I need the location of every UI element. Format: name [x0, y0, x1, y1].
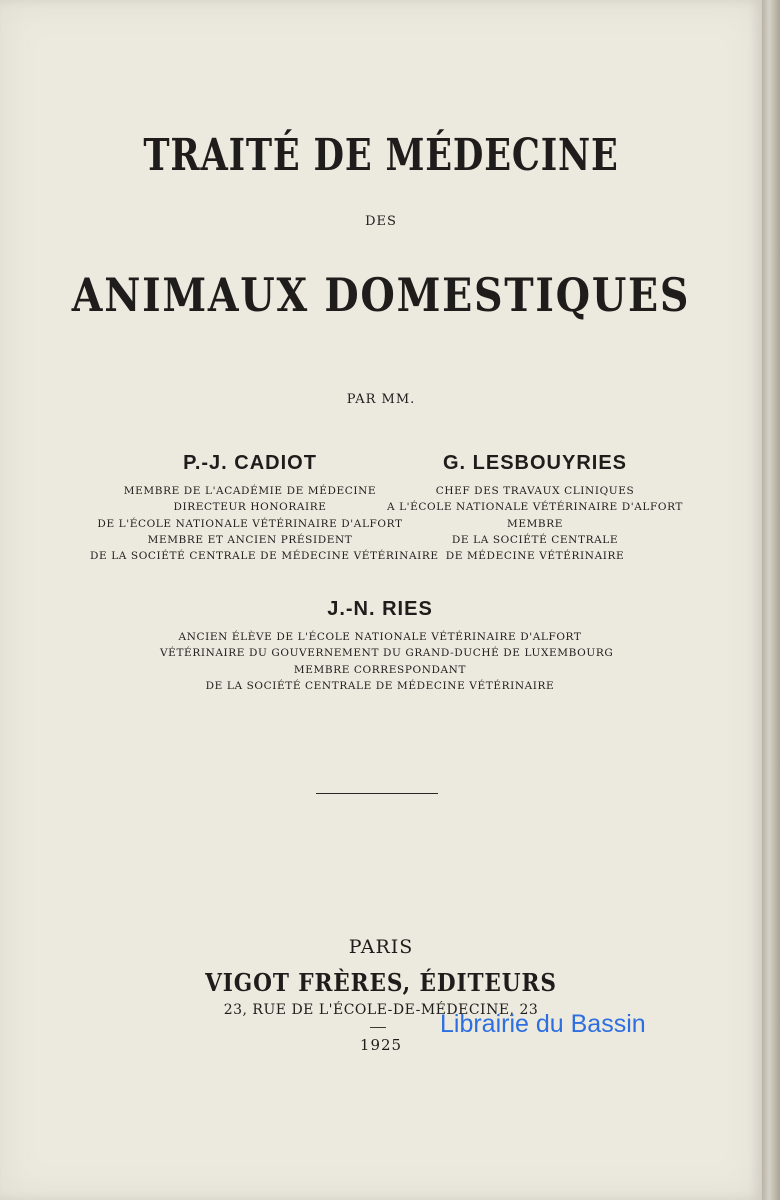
author-credential: A L'ÉCOLE NATIONALE VÉTÉRINAIRE D'ALFORT	[386, 501, 684, 514]
watermark: Librairie du Bassin	[440, 1010, 646, 1038]
author-credential: DIRECTEUR HONORAIRE	[173, 501, 327, 514]
author-ries	[160, 598, 614, 694]
author-lesbouyries	[380, 452, 690, 564]
year-dash	[370, 1027, 386, 1028]
author-cadiot	[90, 452, 439, 564]
divider-rule	[316, 793, 438, 794]
author-name: G. LESBOUYRIES	[442, 452, 628, 474]
author-credential: DE L'ÉCOLE NATIONALE VÉTÉRINAIRE D'ALFORT	[97, 517, 403, 530]
author-credential: VÉTÉRINAIRE DU GOUVERNEMENT DU GRAND-DUCHÉ DE LUXEMBOURG	[160, 647, 614, 660]
title-line-2: ANIMAUX DOMESTIQUES	[71, 268, 691, 322]
author-credential: DE MÉDECINE VÉTÉRINAIRE	[445, 550, 625, 563]
author-credential: DE LA SOCIÉTÉ CENTRALE DE MÉDECINE VÉTÉRINAIRE	[205, 679, 555, 692]
imprint-city: PARIS	[348, 936, 414, 958]
author-credential: MEMBRE DE L'ACADÉMIE DE MÉDECINE	[123, 485, 377, 497]
author-credential: MEMBRE CORRESPONDANT	[293, 663, 467, 676]
imprint-year: 1925	[359, 1036, 403, 1054]
author-credential: CHEF DES TRAVAUX CLINIQUES	[435, 485, 635, 497]
author-credential: DE LA SOCIÉTÉ CENTRALE	[451, 533, 619, 546]
imprint-address: 23, RUE DE L'ÉCOLE-DE-MÉDECINE, 23	[223, 1002, 539, 1018]
author-name: P.-J. CADIOT	[183, 452, 317, 474]
title-connector: DES	[365, 214, 397, 229]
page-edge	[762, 0, 780, 1200]
author-credential: MEMBRE	[506, 517, 564, 530]
author-credential: ANCIEN ÉLÈVE DE L'ÉCOLE NATIONALE VÉTÉRINAIRE D'ALFORT	[178, 631, 582, 643]
author-credential: MEMBRE ET ANCIEN PRÉSIDENT	[147, 533, 353, 546]
title-line-1: TRAITÉ DE MÉDECINE	[143, 130, 619, 181]
byline: PAR MM.	[346, 392, 416, 407]
imprint-publisher: VIGOT FRÈRES, ÉDITEURS	[205, 968, 557, 997]
author-name: J.-N. RIES	[327, 598, 433, 620]
author-credential: DE LA SOCIÉTÉ CENTRALE DE MÉDECINE VÉTÉRINAIRE	[90, 550, 439, 563]
